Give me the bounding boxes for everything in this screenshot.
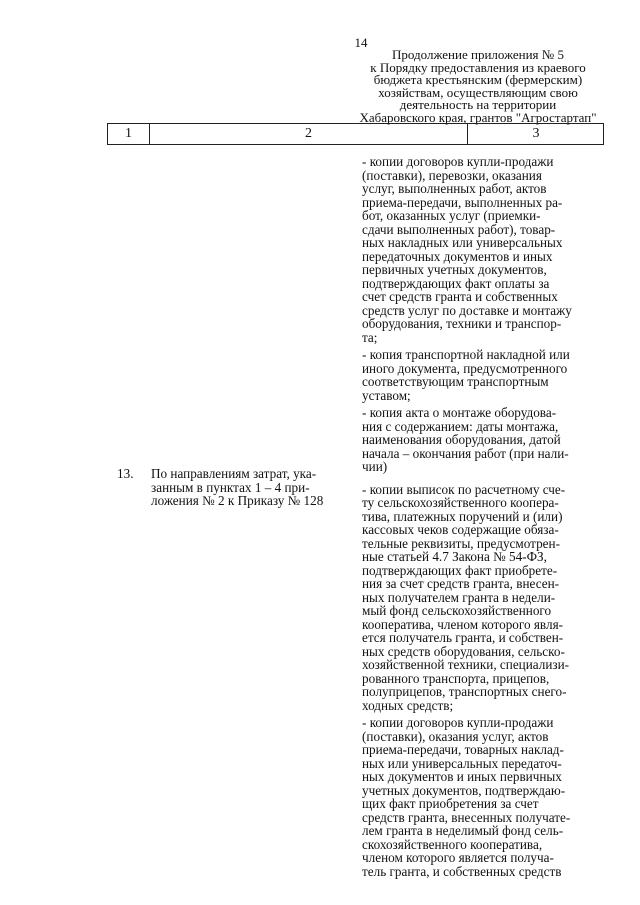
text-line: ных получателем гранта в недели- <box>362 589 556 605</box>
text-line: начала – окончания работ (при нали- <box>362 445 569 461</box>
text-line: учетных документов, подтверждаю- <box>362 782 566 798</box>
text-line: мый фонд сельскохозяйственного <box>362 603 552 618</box>
appendix-header <box>355 49 601 125</box>
text-line: первичных учетных документов, <box>362 262 547 277</box>
document-requirement <box>362 483 602 713</box>
column-header-3: 3 <box>467 124 604 144</box>
text-line: - копия транспортной накладной или <box>362 347 570 362</box>
text-line: подтверждающих факт приобрете- <box>362 562 558 578</box>
text-line: передаточных документов и иных <box>362 248 553 264</box>
appendix-header-line: хозяйствам, осуществляющим свою <box>378 84 578 100</box>
text-line: лем гранта в неделимый фонд сель- <box>362 823 564 838</box>
text-line: ных документов и иных первичных <box>362 769 562 784</box>
text-line: занным в пунктах 1 – 4 при- <box>151 479 310 495</box>
text-line: средств услуг по доставке и монтажу <box>362 302 572 318</box>
table-column-header-row <box>107 123 604 145</box>
text-line: сдачи выполненных работ), товар- <box>362 221 556 237</box>
text-line: хозяйственной техники, специализи- <box>362 657 570 672</box>
text-line: По направлениям затрат, ука- <box>151 466 317 481</box>
row-number: 13. <box>117 466 134 481</box>
text-line: ложения № 2 к Приказу № 128 <box>151 493 324 508</box>
text-line: членом которого является получа- <box>362 850 554 865</box>
text-line: тель гранта, и собственных средств <box>362 863 562 879</box>
text-line: наименования оборудования, датой <box>362 432 561 447</box>
document-requirement <box>362 716 602 878</box>
text-line: кассовых чеков содержащие обяза- <box>362 522 559 537</box>
text-line: уставом; <box>362 387 411 403</box>
appendix-header-line: Продолжение приложения № 5 <box>392 47 564 62</box>
text-line: - копии выписок по расчетному сче- <box>362 481 566 497</box>
text-line: ные статьей 4.7 Закона № 54-ФЗ, <box>362 549 547 564</box>
text-line: - копия акта о монтаже оборудова- <box>362 405 557 420</box>
text-line: оборудования, техники и транспор- <box>362 316 562 331</box>
text-line: средств гранта, внесенных получате- <box>362 809 571 825</box>
text-line: бот, оказанных услуг (приемки- <box>362 208 541 223</box>
text-line: приема-передачи, выполненных ра- <box>362 194 563 210</box>
column-3-content <box>362 155 602 882</box>
text-line: ных или универсальных передаточ- <box>362 755 562 771</box>
text-line: - копии договоров купли-продажи <box>362 715 554 730</box>
document-requirement <box>362 406 602 474</box>
text-line: тельные реквизиты, предусмотрен- <box>362 535 560 551</box>
text-line: тива, платежных поручений и (или) <box>362 508 563 524</box>
text-line: иного документа, предусмотренного <box>362 360 568 376</box>
text-line: соответствующим транспортным <box>362 374 549 389</box>
appendix-header-line: бюджета крестьянским (фермерским) <box>373 72 583 88</box>
text-line: ных накладных или универсальных <box>362 235 563 250</box>
text-line: услуг, выполненных работ, актов <box>362 181 547 196</box>
text-line: кооператива, членом которого явля- <box>362 616 564 632</box>
document-requirement <box>362 155 602 344</box>
column-header-1: 1 <box>125 126 132 141</box>
text-line: та; <box>362 329 378 345</box>
text-line: ных средств оборудования, сельско- <box>362 643 565 659</box>
text-line: чии) <box>362 459 388 474</box>
text-line: подтверждающих факт оплаты за <box>362 275 550 291</box>
text-line: ния с содержанием: даты монтажа, <box>362 418 559 434</box>
text-line: щих факт приобретения за счет <box>362 796 539 811</box>
text-line: (поставки), перевозки, оказания <box>362 167 542 183</box>
text-line: ния за счет средств гранта, внесен- <box>362 576 560 591</box>
column-header-2: 2 <box>149 124 467 144</box>
row-description <box>151 467 356 508</box>
text-line: (поставки), оказания услуг, актов <box>362 728 549 744</box>
page-number: 14 <box>354 35 368 50</box>
text-line: ется получатель гранта, и собствен- <box>362 630 564 645</box>
text-line: - копии договоров купли-продажи <box>362 154 554 169</box>
text-line: рованного транспорта, прицепов, <box>362 670 550 686</box>
appendix-header-line: к Порядку предоставления из краевого <box>370 59 586 75</box>
text-line: приема-передачи, товарных наклад- <box>362 742 564 757</box>
text-line: ту сельскохозяйственного коопера- <box>362 495 559 510</box>
document-requirement <box>362 348 602 402</box>
text-line: скохозяйственного кооператива, <box>362 836 543 852</box>
appendix-header-line: деятельность на территории <box>399 97 557 113</box>
text-line: счет средств гранта и собственных <box>362 289 558 304</box>
appendix-header-line: Хабаровского края, грантов "Агростартап" <box>359 109 597 125</box>
text-line: полуприцепов, транспортных снего- <box>362 684 567 699</box>
text-line: ходных средств; <box>362 697 454 713</box>
